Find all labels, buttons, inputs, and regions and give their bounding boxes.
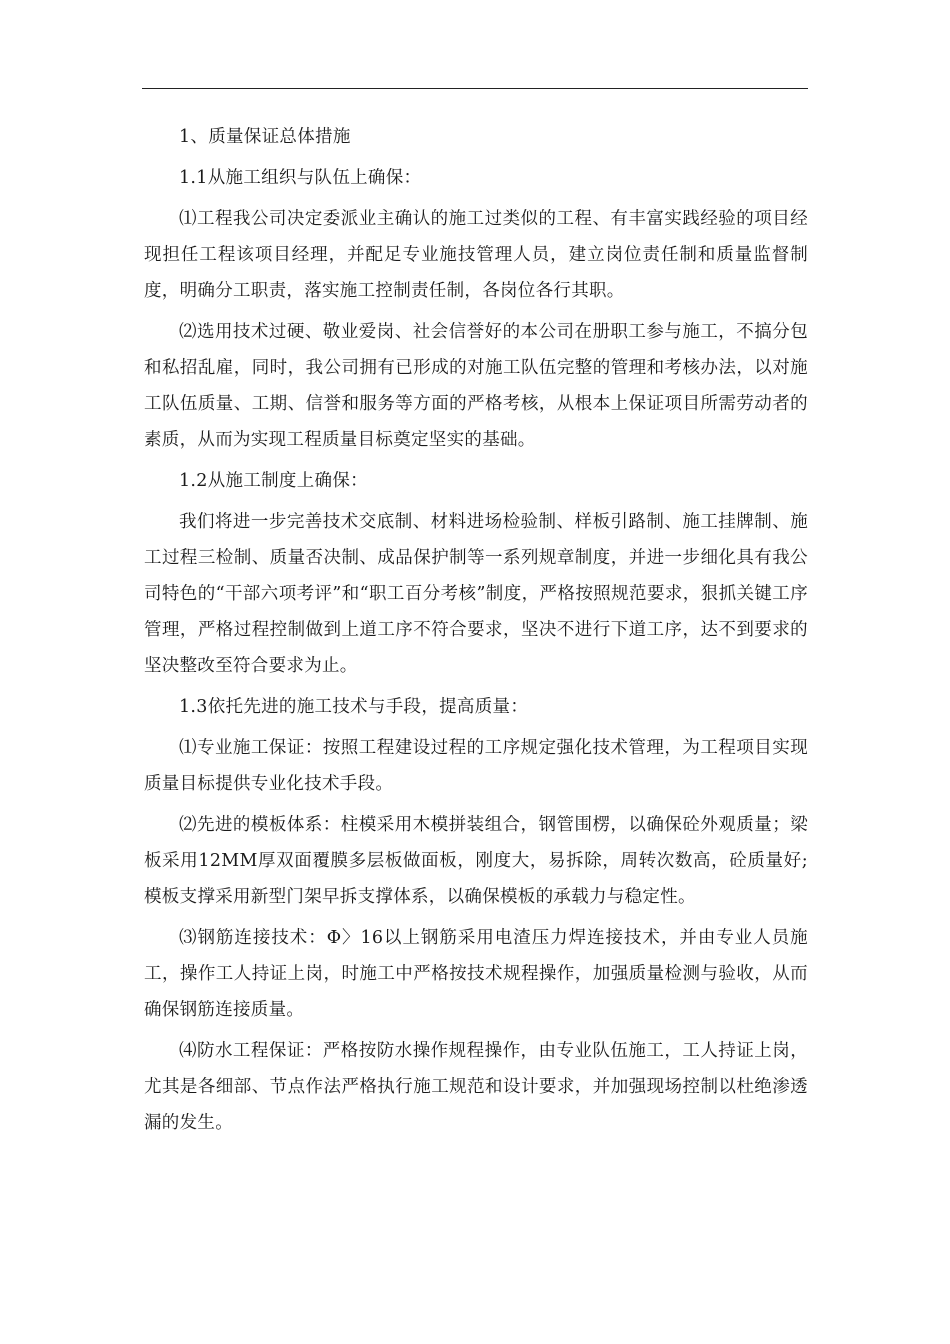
document-body (144, 119, 808, 1141)
header-rule (142, 88, 808, 89)
paragraph-1-3-item-2: ⑵先进的模板体系：柱模采用木模拼装组合，钢管围楞，以确保砼外观质量；梁板采用12MM厚双面覆膜多层板做面板，刚度大，易拆除，周转次数高，砼质量好;模板支撑采用新型门架早拆支撑体系，以确保模板的承载力与稳定性。 (144, 815, 808, 907)
subsection-heading-1-3: 1.3依托先进的施工技术与手段，提高质量： (179, 697, 529, 717)
paragraph-1-3-item-4: ⑷防水工程保证：严格按防水操作规程操作，由专业队伍施工，工人持证上岗，尤其是各细部、节点作法严格执行施工规范和设计要求，并加强现场控制以杜绝渗透漏的发生。 (144, 1041, 808, 1133)
paragraph-1-1-item-1: ⑴工程我公司决定委派业主确认的施工过类似的工程、有丰富实践经验的项目经现担任工程该项目经理，并配足专业施技管理人员，建立岗位责任制和质量监督制度，明确分工职责，落实施工控制责任制，各岗位各行其职。 (144, 209, 808, 301)
paragraph-1-3-item-1: ⑴专业施工保证：按照工程建设过程的工序规定强化技术管理，为工程项目实现质量目标提供专业化技术手段。 (144, 738, 808, 794)
section-heading-1: 1、质量保证总体措施 (179, 127, 351, 147)
paragraph-1-1-item-2: ⑵选用技术过硬、敬业爱岗、社会信誉好的本公司在册职工参与施工，不搞分包和私招乱雇，同时，我公司拥有已形成的对施工队伍完整的管理和考核办法，以对施工队伍质量、工期、信誉和服务等方面的严格考核，从根本上保证项目所需劳动者的素质，从而为实现工程质量目标奠定坚实的基础。 (144, 322, 808, 450)
paragraph-1-3-item-3: ⑶钢筋连接技术：Φ〉16以上钢筋采用电渣压力焊连接技术，并由专业人员施工，操作工人持证上岗，时施工中严格按技术规程操作，加强质量检测与验收，从而确保钢筋连接质量。 (144, 928, 808, 1020)
subsection-heading-1-2: 1.2从施工制度上确保： (179, 471, 368, 491)
subsection-heading-1-1: 1.1从施工组织与队伍上确保： (179, 168, 422, 188)
paragraph-1-2-body: 我们将进一步完善技术交底制、材料进场检验制、样板引路制、施工挂牌制、施工过程三检制、质量否决制、成品保护制等一系列规章制度，并进一步细化具有我公司特色的“干部六项考评”和“职工百分考核”制度，严格按照规范要求，狠抓关键工序管理，严格过程控制做到上道工序不符合要求，坚决不进行下道工序，达不到要求的坚决整改至符合要求为止。 (144, 512, 808, 676)
